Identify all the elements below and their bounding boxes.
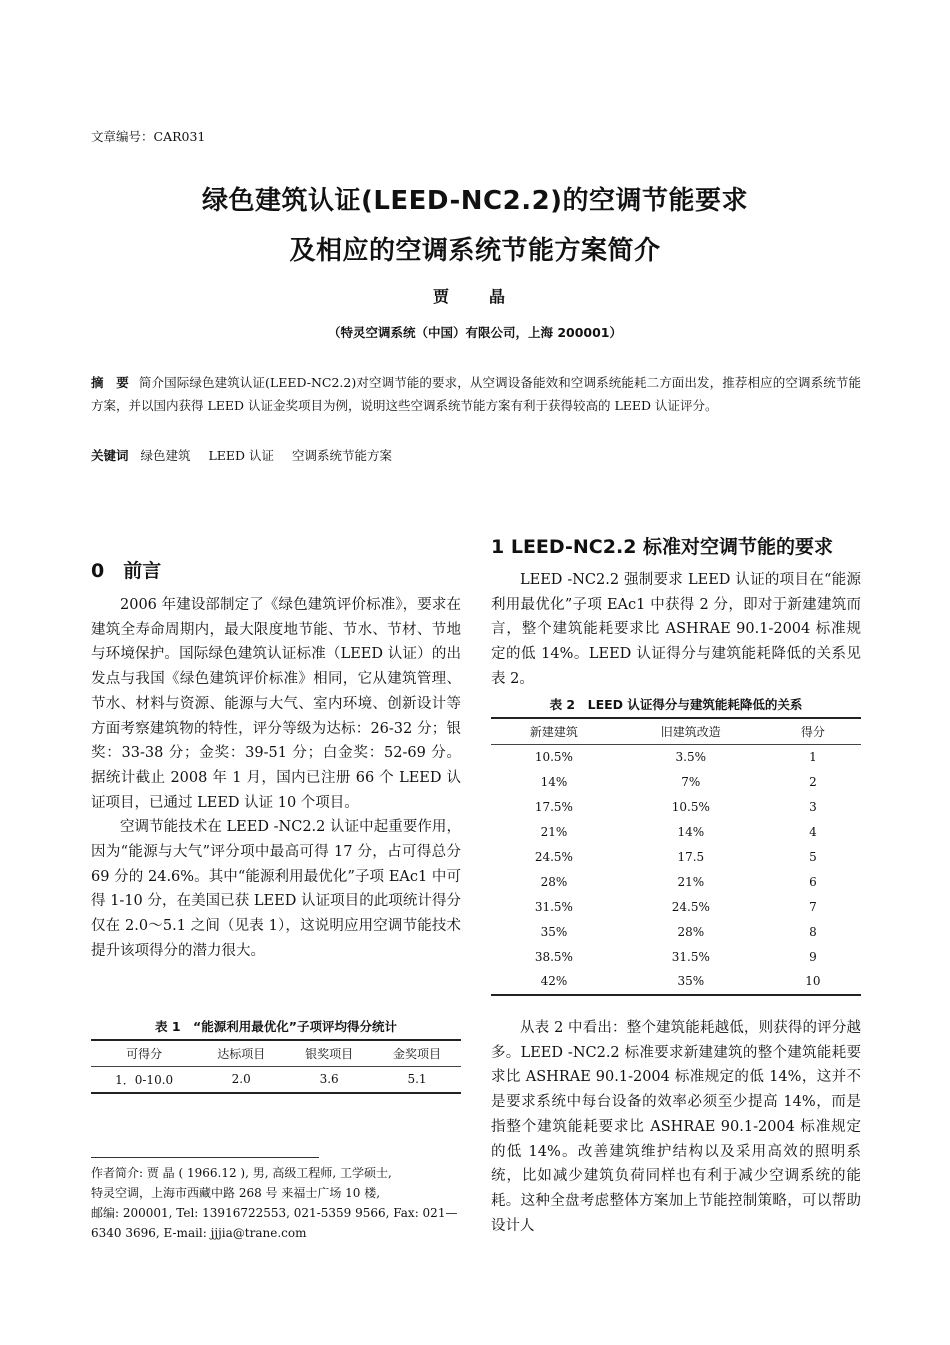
paragraph: 空调节能技术在 LEED -NC2.2 认证中起重要作用，因为“能源与大气”评分项中最高可得 17 分，占可得总分 69 分的 24.6%。其中“能源利用最优化”子项 EAc1 中可得 1-10 分，在美国已获 LEED 认证项目的此项统计得分仅在 2.0～5.1 之间（见表 1），这说明应用空调节能技术提升该项得分的潜力很大。 (91, 819, 461, 959)
table-row (491, 745, 861, 770)
abstract-text: 简介国际绿色建筑认证(LEED-NC2.2)对空调节能的要求，从空调设备能效和空调系统能耗二方面出发，推荐相应的空调系统节能方案，并以国内获得 LEED 认证金奖项目为例，说明这些空调系统节能方案有利于获得较高的 LEED 认证评分。 (91, 375, 861, 413)
table-cell: 42% (491, 969, 617, 995)
table-cell: 1．0-10.0 (91, 1067, 197, 1093)
table-2-caption: 表 2 LEED 认证得分与建筑能耗降低的关系 (549, 697, 803, 712)
table-header-cell: 达标项目 (197, 1040, 285, 1067)
article-number: 文章编号：CAR031 (91, 129, 206, 144)
table-row (491, 944, 861, 969)
table-cell: 3.6 (285, 1067, 373, 1093)
author-footnote (91, 1163, 461, 1243)
table-row (491, 770, 861, 795)
table-1-caption: 表 1 “能源利用最优化”子项评均得分统计 (155, 1019, 397, 1034)
paragraph: LEED -NC2.2 强制要求 LEED 认证的项目在“能源利用最优化”子项 EAc1 中获得 2 分，即对于新建建筑而言，整个建筑能耗要求比 ASHRAE 90.1-2004 标准规定的低 14%。LEED 认证得分与建筑能耗降低的关系见表 2。 (491, 572, 861, 687)
table-cell: 3 (809, 800, 817, 815)
table-row (491, 795, 861, 820)
footnote-line: 6340 3696, E-mail: jjjia@trane.com (91, 1226, 307, 1240)
table-cell: 21% (677, 874, 705, 889)
table-cell: 28% (540, 874, 568, 889)
table-cell: 14% (540, 775, 568, 790)
footnote-line: 作者简介: 贾 晶 ( 1966.12 ), 男, 高级工程师, 工学硕士, (91, 1166, 392, 1180)
section-0-body (91, 593, 461, 964)
table-1-grid (91, 1039, 461, 1094)
table-header-cell: 得分 (765, 718, 861, 745)
keyword: LEED 认证 (208, 448, 275, 463)
table-cell: 7 (809, 899, 817, 914)
table-row (491, 869, 861, 894)
table-row (491, 820, 861, 845)
table-cell: 7% (681, 775, 701, 790)
table-row (491, 919, 861, 944)
table-header-cell: 新建建筑 (491, 718, 617, 745)
table-cell: 8 (809, 924, 817, 939)
table-cell: 2 (809, 775, 817, 790)
keyword: 空调系统节能方案 (292, 448, 393, 463)
table-cell: 10 (765, 969, 861, 995)
table-header-cell: 可得分 (91, 1040, 197, 1067)
table-row (491, 845, 861, 870)
table-cell: 38.5% (534, 949, 573, 964)
table-header-cell: 旧建筑改造 (617, 718, 765, 745)
table-1 (91, 1017, 461, 1094)
paragraph: 从表 2 中看出：整个建筑能耗越低，则获得的评分越多。LEED -NC2.2 标准要求新建建筑的整个建筑能耗要求比 ASHRAE 90.1-2004 标准规定的低 14%，这并不是要求系统中每台设备的效率必须至少提高 14%，而是指整个建筑能耗要求比 ASHRAE 90.1-2004 标准规定的低 14%。改善建筑维护结构以及采用高效的照明系统，比如减少建筑负荷同样也有利于减少空调系统的能耗。这种全盘考虑整体方案加上节能控制策略，可以帮助设计人 (491, 1020, 861, 1234)
keywords-label: 关键词 (91, 448, 129, 463)
table-cell: 9 (809, 949, 817, 964)
table-cell: 1 (809, 750, 817, 765)
table-cell: 35% (540, 924, 568, 939)
abstract (91, 371, 861, 417)
footnote-line: 特灵空调，上海市西藏中路 268 号 来福士广场 10 楼, (91, 1186, 381, 1200)
section-1-intro (491, 568, 861, 692)
title-line-1: 绿色建筑认证(LEED-NC2.2)的空调节能要求 (201, 186, 749, 216)
table-cell: 31.5% (534, 899, 573, 914)
table-cell: 28% (677, 924, 705, 939)
table-cell: 24.5% (671, 899, 710, 914)
section-1-body (491, 1016, 861, 1238)
table-2-grid (491, 717, 861, 996)
table-cell: 10.5% (534, 750, 573, 765)
table-cell: 35% (617, 969, 765, 995)
table-2 (491, 695, 861, 996)
abstract-label: 摘 要 (91, 375, 129, 390)
table-header-cell: 银奖项目 (285, 1040, 373, 1067)
table-cell: 14% (677, 825, 705, 840)
affiliation: （特灵空调系统（中国）有限公司，上海 200001） (327, 325, 623, 340)
table-cell: 17.5% (534, 800, 573, 815)
footnote-line: 邮编: 200001, Tel: 13916722553, 021-5359 9566, Fax: 021— (91, 1206, 458, 1220)
table-cell: 4 (809, 825, 817, 840)
table-cell: 10.5% (671, 800, 710, 815)
footnote-divider (91, 1157, 319, 1158)
table-cell: 5 (809, 850, 817, 864)
table-row (91, 1067, 461, 1093)
table-cell: 2.0 (197, 1067, 285, 1093)
table-cell: 24.5% (534, 850, 573, 864)
table-cell: 21% (540, 825, 568, 840)
table-cell: 6 (809, 874, 817, 889)
section-1-heading: 1 LEED-NC2.2 标准对空调节能的要求 (491, 536, 834, 558)
title-line-2: 及相应的空调系统节能方案简介 (289, 236, 661, 266)
table-cell: 17.5 (677, 850, 705, 864)
table-cell: 31.5% (671, 949, 710, 964)
author: 贾 晶 (432, 287, 517, 306)
table-header-cell: 金奖项目 (373, 1040, 461, 1067)
keywords (91, 446, 406, 464)
table-row (491, 969, 861, 995)
keyword: 绿色建筑 (140, 448, 191, 463)
table-cell: 5.1 (373, 1067, 461, 1093)
paragraph: 2006 年建设部制定了《绿色建筑评价标准》，要求在建筑全寿命周期内，最大限度地节能、节水、节材、节地与环境保护。国际绿色建筑认证标准（LEED 认证）的出发点与我国《绿色建筑评价标准》相同，它从建筑管理、节水、材料与资源、能源与大气、室内环境、创新设计等方面考察建筑物的特性，评分等级为达标：26-32 分；银奖：33-38 分；金奖：39-51 分；白金奖：52-69 分。据统计截止 2008 年 1 月，国内已注册 66 个 LEED 认证项目，已通过 LEED 认证 10 个项目。 (91, 597, 461, 811)
table-row (491, 894, 861, 919)
table-cell: 3.5% (675, 750, 707, 765)
section-0-heading: 0 前言 (91, 560, 162, 582)
